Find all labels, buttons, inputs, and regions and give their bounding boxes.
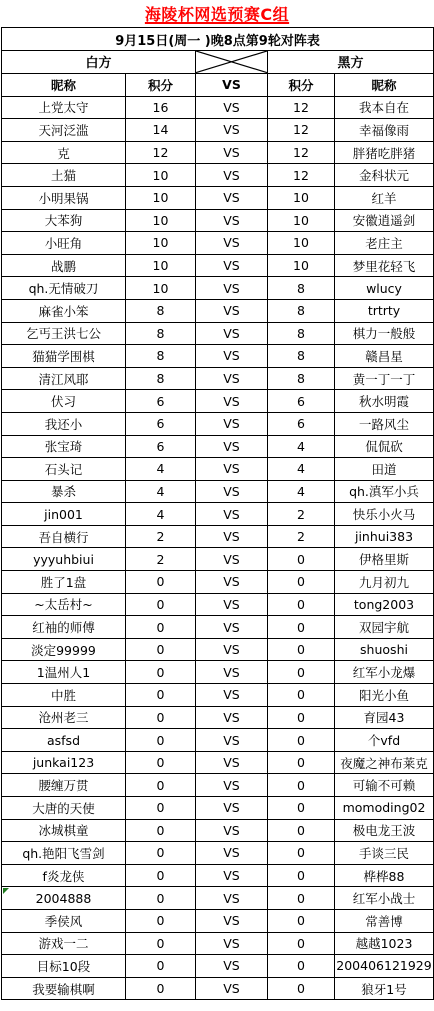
black-player-name: 棋力一般般 bbox=[335, 322, 434, 345]
black-score: 0 bbox=[268, 774, 335, 797]
black-player-name: jinhui383 bbox=[335, 525, 434, 548]
vs-label: VS bbox=[196, 729, 268, 752]
white-player-name: 中胜 bbox=[2, 684, 126, 707]
black-player-name: 桦桦88 bbox=[335, 864, 434, 887]
table-row bbox=[2, 955, 434, 978]
black-score: 0 bbox=[268, 955, 335, 978]
vs-label: VS bbox=[196, 96, 268, 119]
white-score: 0 bbox=[126, 887, 196, 910]
black-score: 0 bbox=[268, 751, 335, 774]
black-score: 8 bbox=[268, 345, 335, 368]
table-row bbox=[2, 684, 434, 707]
black-player-name: 红军小龙爆 bbox=[335, 661, 434, 684]
vs-label: VS bbox=[196, 480, 268, 503]
table-row bbox=[2, 909, 434, 932]
white-player-name: 目标10段 bbox=[2, 955, 126, 978]
white-player-name: 沧州老三 bbox=[2, 706, 126, 729]
vs-label: VS bbox=[196, 797, 268, 820]
white-score: 0 bbox=[126, 932, 196, 955]
vs-label: VS bbox=[196, 277, 268, 300]
vs-label: VS bbox=[196, 774, 268, 797]
white-player-name: 清江风耶 bbox=[2, 367, 126, 390]
diagonal-cell bbox=[196, 51, 268, 74]
white-score: 0 bbox=[126, 955, 196, 978]
white-player-name: 吾自横行 bbox=[2, 525, 126, 548]
white-player-name: 土猫 bbox=[2, 164, 126, 187]
vs-label: VS bbox=[196, 684, 268, 707]
white-player-name: 石头记 bbox=[2, 458, 126, 481]
white-player-name: yyyuhbiui bbox=[2, 548, 126, 571]
black-player-name: 梦里花轻飞 bbox=[335, 254, 434, 277]
white-player-name: 游戏一二 bbox=[2, 932, 126, 955]
table-row bbox=[2, 797, 434, 820]
black-score: 0 bbox=[268, 932, 335, 955]
white-player-name: jin001 bbox=[2, 503, 126, 526]
white-player-name: 小明果锅 bbox=[2, 186, 126, 209]
white-score: 0 bbox=[126, 909, 196, 932]
black-player-name: 安徽逍遥剑 bbox=[335, 209, 434, 232]
white-score: 8 bbox=[126, 299, 196, 322]
black-player-name: 阳光小鱼 bbox=[335, 684, 434, 707]
white-score: 12 bbox=[126, 141, 196, 164]
black-player-name: 极电龙王波 bbox=[335, 819, 434, 842]
white-player-name: 伏习 bbox=[2, 390, 126, 413]
table-row bbox=[2, 774, 434, 797]
table-row bbox=[2, 593, 434, 616]
black-player-name: 夜魔之神布莱克 bbox=[335, 751, 434, 774]
white-score: 10 bbox=[126, 209, 196, 232]
black-player-name: 我本自在 bbox=[335, 96, 434, 119]
vs-label: VS bbox=[196, 141, 268, 164]
black-player-name: 可输不可赖 bbox=[335, 774, 434, 797]
white-player-name: 张宝琦 bbox=[2, 435, 126, 458]
white-side-label: 白方 bbox=[2, 51, 196, 74]
white-player-name: 小旺角 bbox=[2, 232, 126, 255]
black-player-name: 手谈三民 bbox=[335, 842, 434, 865]
vs-label: VS bbox=[196, 706, 268, 729]
black-score: 0 bbox=[268, 819, 335, 842]
black-score: 0 bbox=[268, 571, 335, 594]
table-row bbox=[2, 119, 434, 142]
black-score: 0 bbox=[268, 616, 335, 639]
vs-label: VS bbox=[196, 977, 268, 1000]
vs-label: VS bbox=[196, 390, 268, 413]
black-player-name: 田道 bbox=[335, 458, 434, 481]
table-row bbox=[2, 548, 434, 571]
white-score: 6 bbox=[126, 390, 196, 413]
black-score: 4 bbox=[268, 480, 335, 503]
vs-label: VS bbox=[196, 209, 268, 232]
white-score: 10 bbox=[126, 186, 196, 209]
round-title: 9月15日(周一 )晚8点第9轮对阵表 bbox=[2, 28, 434, 51]
black-score: 12 bbox=[268, 96, 335, 119]
vs-label: VS bbox=[196, 232, 268, 255]
white-score: 0 bbox=[126, 593, 196, 616]
vs-label: VS bbox=[196, 412, 268, 435]
table-row bbox=[2, 345, 434, 368]
column-header-row bbox=[2, 73, 434, 96]
black-score: 0 bbox=[268, 593, 335, 616]
black-score: 12 bbox=[268, 119, 335, 142]
white-player-name: 1温州人1 bbox=[2, 661, 126, 684]
vs-label: VS bbox=[196, 887, 268, 910]
black-score: 0 bbox=[268, 909, 335, 932]
black-player-name: 越越1023 bbox=[335, 932, 434, 955]
white-score: 0 bbox=[126, 819, 196, 842]
black-score: 4 bbox=[268, 458, 335, 481]
black-score: 10 bbox=[268, 186, 335, 209]
white-score: 0 bbox=[126, 638, 196, 661]
vs-label: VS bbox=[196, 661, 268, 684]
black-score: 12 bbox=[268, 141, 335, 164]
black-player-name: 双园宇航 bbox=[335, 616, 434, 639]
black-score: 8 bbox=[268, 277, 335, 300]
white-score: 0 bbox=[126, 729, 196, 752]
page-title: 海陵杯网选预赛C组 bbox=[144, 5, 290, 24]
vs-label: VS bbox=[196, 503, 268, 526]
vs-label: VS bbox=[196, 638, 268, 661]
white-player-name: 麻雀小笨 bbox=[2, 299, 126, 322]
white-score: 10 bbox=[126, 254, 196, 277]
white-player-name: 红袖的师傅 bbox=[2, 616, 126, 639]
white-score: 10 bbox=[126, 232, 196, 255]
vs-label: VS bbox=[196, 932, 268, 955]
table-row bbox=[2, 661, 434, 684]
white-player-name: qh.无情破刀 bbox=[2, 277, 126, 300]
white-score: 14 bbox=[126, 119, 196, 142]
white-player-name: 上党太守 bbox=[2, 96, 126, 119]
table-row bbox=[2, 458, 434, 481]
vs-label: VS bbox=[196, 435, 268, 458]
black-score: 6 bbox=[268, 412, 335, 435]
vs-label: VS bbox=[196, 186, 268, 209]
black-score: 8 bbox=[268, 322, 335, 345]
black-player-name: 常善博 bbox=[335, 909, 434, 932]
black-score: 0 bbox=[268, 548, 335, 571]
white-player-name: 我要输棋啊 bbox=[2, 977, 126, 1000]
white-score: 4 bbox=[126, 480, 196, 503]
white-score: 16 bbox=[126, 96, 196, 119]
black-player-name: 一路风尘 bbox=[335, 412, 434, 435]
black-score: 2 bbox=[268, 525, 335, 548]
table-row bbox=[2, 412, 434, 435]
vs-label: VS bbox=[196, 842, 268, 865]
white-score: 10 bbox=[126, 164, 196, 187]
table-row bbox=[2, 706, 434, 729]
black-player-name: tong2003 bbox=[335, 593, 434, 616]
black-score: 0 bbox=[268, 797, 335, 820]
white-player-name: 暴杀 bbox=[2, 480, 126, 503]
white-score: 4 bbox=[126, 458, 196, 481]
white-score: 0 bbox=[126, 842, 196, 865]
vs-label: VS bbox=[196, 525, 268, 548]
vs-label: VS bbox=[196, 458, 268, 481]
white-player-name: 猫猫学围棋 bbox=[2, 345, 126, 368]
table-row bbox=[2, 842, 434, 865]
white-player-name: 大苯狗 bbox=[2, 209, 126, 232]
black-player-name: 老庄主 bbox=[335, 232, 434, 255]
white-player-name: ~太岳村~ bbox=[2, 593, 126, 616]
vs-label: VS bbox=[196, 571, 268, 594]
black-player-name: 200406121929 bbox=[335, 955, 434, 978]
white-player-name: 天河泛滥 bbox=[2, 119, 126, 142]
white-player-name: 我还小 bbox=[2, 412, 126, 435]
header-score-left: 积分 bbox=[126, 73, 196, 96]
white-score: 4 bbox=[126, 503, 196, 526]
white-score: 0 bbox=[126, 706, 196, 729]
table-row bbox=[2, 932, 434, 955]
vs-label: VS bbox=[196, 616, 268, 639]
table-row bbox=[2, 141, 434, 164]
white-player-name: f炎龙侠 bbox=[2, 864, 126, 887]
white-player-name: 战鹏 bbox=[2, 254, 126, 277]
black-score: 8 bbox=[268, 299, 335, 322]
header-score-right: 积分 bbox=[268, 73, 335, 96]
white-player-name: 冰城棋童 bbox=[2, 819, 126, 842]
table-row bbox=[2, 864, 434, 887]
black-score: 0 bbox=[268, 729, 335, 752]
white-score: 2 bbox=[126, 525, 196, 548]
white-score: 0 bbox=[126, 864, 196, 887]
vs-label: VS bbox=[196, 548, 268, 571]
black-player-name: 秋水明霞 bbox=[335, 390, 434, 413]
white-score: 0 bbox=[126, 684, 196, 707]
vs-label: VS bbox=[196, 119, 268, 142]
vs-label: VS bbox=[196, 345, 268, 368]
pairing-table bbox=[1, 27, 434, 1000]
vs-label: VS bbox=[196, 864, 268, 887]
black-player-name: 黄一丁一丁 bbox=[335, 367, 434, 390]
black-player-name: qh.滇军小兵 bbox=[335, 480, 434, 503]
white-player-name: asfsd bbox=[2, 729, 126, 752]
white-player-name: 乞丐王洪七公 bbox=[2, 322, 126, 345]
white-player-name: 大唐的天使 bbox=[2, 797, 126, 820]
black-score: 10 bbox=[268, 209, 335, 232]
black-player-name: 胖猪吃胖猪 bbox=[335, 141, 434, 164]
white-player-name: 腰缠万贯 bbox=[2, 774, 126, 797]
white-player-name: 2004888 bbox=[2, 887, 126, 910]
table-row bbox=[2, 232, 434, 255]
title-band bbox=[0, 0, 434, 27]
black-player-name: 快乐小火马 bbox=[335, 503, 434, 526]
table-row bbox=[2, 571, 434, 594]
white-score: 0 bbox=[126, 774, 196, 797]
table-row bbox=[2, 480, 434, 503]
table-row bbox=[2, 638, 434, 661]
white-player-name: qh.艳阳飞雪剑 bbox=[2, 842, 126, 865]
black-player-name: 赣昌星 bbox=[335, 345, 434, 368]
vs-label: VS bbox=[196, 322, 268, 345]
white-score: 8 bbox=[126, 345, 196, 368]
cell-comment-marker-icon bbox=[3, 888, 9, 894]
table-row bbox=[2, 254, 434, 277]
table-row bbox=[2, 503, 434, 526]
black-player-name: momoding02 bbox=[335, 797, 434, 820]
black-score: 0 bbox=[268, 842, 335, 865]
black-score: 0 bbox=[268, 661, 335, 684]
white-score: 8 bbox=[126, 367, 196, 390]
white-score: 0 bbox=[126, 661, 196, 684]
table-row bbox=[2, 729, 434, 752]
white-player-name: 季侯风 bbox=[2, 909, 126, 932]
black-player-name: 幸福像雨 bbox=[335, 119, 434, 142]
black-player-name: 伊格里斯 bbox=[335, 548, 434, 571]
white-player-name: 胜了1盘 bbox=[2, 571, 126, 594]
table-row bbox=[2, 186, 434, 209]
cross-lines-icon bbox=[196, 51, 267, 73]
white-score: 6 bbox=[126, 412, 196, 435]
black-player-name: 红羊 bbox=[335, 186, 434, 209]
black-player-name: 侃侃砍 bbox=[335, 435, 434, 458]
black-player-name: 狼牙1号 bbox=[335, 977, 434, 1000]
header-nick-left: 昵称 bbox=[2, 73, 126, 96]
table-row bbox=[2, 164, 434, 187]
black-score: 2 bbox=[268, 503, 335, 526]
black-score: 10 bbox=[268, 254, 335, 277]
table-row bbox=[2, 525, 434, 548]
white-score: 2 bbox=[126, 548, 196, 571]
white-score: 0 bbox=[126, 797, 196, 820]
round-header-row bbox=[2, 28, 434, 51]
vs-label: VS bbox=[196, 367, 268, 390]
black-score: 10 bbox=[268, 232, 335, 255]
black-player-name: shuoshi bbox=[335, 638, 434, 661]
black-score: 0 bbox=[268, 977, 335, 1000]
side-header-row bbox=[2, 51, 434, 74]
black-score: 0 bbox=[268, 887, 335, 910]
table-row bbox=[2, 322, 434, 345]
white-score: 8 bbox=[126, 322, 196, 345]
black-score: 8 bbox=[268, 367, 335, 390]
white-player-name: junkai123 bbox=[2, 751, 126, 774]
table-row bbox=[2, 887, 434, 910]
black-player-name: 育园43 bbox=[335, 706, 434, 729]
black-player-name: 九月初九 bbox=[335, 571, 434, 594]
black-player-name: wlucy bbox=[335, 277, 434, 300]
black-score: 12 bbox=[268, 164, 335, 187]
table-row bbox=[2, 209, 434, 232]
table-row bbox=[2, 977, 434, 1000]
white-player-name: 克 bbox=[2, 141, 126, 164]
white-score: 0 bbox=[126, 571, 196, 594]
black-player-name: 个vfd bbox=[335, 729, 434, 752]
header-nick-right: 昵称 bbox=[335, 73, 434, 96]
black-side-label: 黑方 bbox=[268, 51, 434, 74]
vs-label: VS bbox=[196, 164, 268, 187]
vs-label: VS bbox=[196, 909, 268, 932]
black-score: 0 bbox=[268, 638, 335, 661]
table-row bbox=[2, 96, 434, 119]
black-score: 0 bbox=[268, 706, 335, 729]
vs-label: VS bbox=[196, 955, 268, 978]
white-player-name: 淡定99999 bbox=[2, 638, 126, 661]
white-score: 0 bbox=[126, 751, 196, 774]
black-score: 6 bbox=[268, 390, 335, 413]
table-row bbox=[2, 390, 434, 413]
black-score: 0 bbox=[268, 684, 335, 707]
black-score: 0 bbox=[268, 864, 335, 887]
vs-label: VS bbox=[196, 751, 268, 774]
table-row bbox=[2, 819, 434, 842]
vs-label: VS bbox=[196, 254, 268, 277]
table-row bbox=[2, 435, 434, 458]
white-score: 0 bbox=[126, 616, 196, 639]
black-player-name: 金科状元 bbox=[335, 164, 434, 187]
table-row bbox=[2, 277, 434, 300]
white-score: 6 bbox=[126, 435, 196, 458]
white-score: 10 bbox=[126, 277, 196, 300]
table-row bbox=[2, 751, 434, 774]
table-row bbox=[2, 616, 434, 639]
table-row bbox=[2, 299, 434, 322]
black-score: 4 bbox=[268, 435, 335, 458]
white-score: 0 bbox=[126, 977, 196, 1000]
table-row bbox=[2, 367, 434, 390]
vs-label: VS bbox=[196, 819, 268, 842]
vs-label: VS bbox=[196, 299, 268, 322]
header-vs: VS bbox=[196, 73, 268, 96]
vs-label: VS bbox=[196, 593, 268, 616]
black-player-name: trtrty bbox=[335, 299, 434, 322]
black-player-name: 红军小战士 bbox=[335, 887, 434, 910]
